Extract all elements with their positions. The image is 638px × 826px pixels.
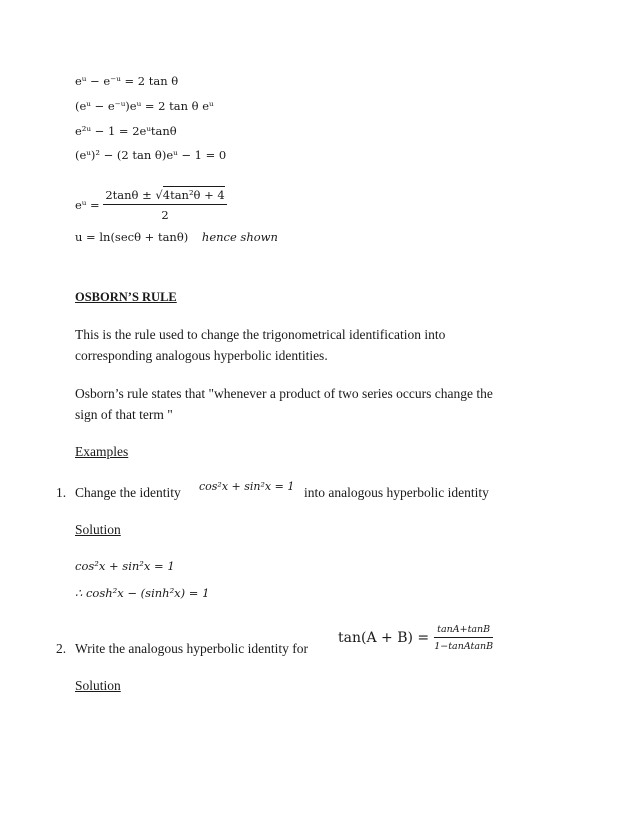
example-1-number: 1. bbox=[56, 485, 67, 500]
examples-label: Examples bbox=[75, 444, 129, 459]
fraction-numerator-radicand: 4tan²θ + 4 bbox=[162, 188, 225, 202]
example-1-solution-line-2: ∴ cosh²x − (sinh²x) = 1 bbox=[75, 586, 210, 600]
hence-shown-note: hence shown bbox=[201, 230, 278, 244]
example-2-denominator: 1−tanAtanB bbox=[434, 641, 494, 652]
example-2-text: Write the analogous hyperbolic identity for bbox=[75, 641, 309, 656]
equation-line-5 bbox=[75, 188, 227, 222]
example-1-text-b: into analogous hyperbolic identity bbox=[304, 485, 489, 500]
example-2-lhs: tan(A + B) = bbox=[338, 630, 430, 646]
example-2-solution-label: Solution bbox=[75, 678, 121, 693]
equation-line-6-formula: u = ln(secθ + tanθ) bbox=[75, 230, 189, 244]
equation-line-5-lhs: eᵘ = bbox=[75, 198, 100, 212]
paragraph-2-line-2: sign of that term " bbox=[75, 407, 173, 422]
fraction-numerator-a: 2tanθ ± √ bbox=[105, 188, 163, 202]
paragraph-1-line-2: corresponding analogous hyperbolic identities. bbox=[75, 348, 328, 363]
example-1-text-a: Change the identity bbox=[75, 485, 181, 500]
example-1-solution-label: Solution bbox=[75, 522, 121, 537]
example-2-number: 2. bbox=[56, 641, 67, 656]
equation-line-1: eᵘ − e⁻ᵘ = 2 tan θ bbox=[75, 74, 179, 88]
example-2-numerator: tanA+tanB bbox=[434, 624, 493, 638]
quadratic-fraction bbox=[103, 188, 226, 222]
section-heading: OSBORN’S RULE bbox=[75, 290, 177, 304]
fraction-denominator: 2 bbox=[161, 208, 169, 222]
equation-line-6 bbox=[75, 230, 278, 244]
example-1-solution-line-1: cos²x + sin²x = 1 bbox=[75, 559, 175, 573]
example-1-identity: cos²x + sin²x = 1 bbox=[199, 480, 295, 493]
paragraph-1-line-1: This is the rule used to change the trigonometrical identification into bbox=[75, 327, 446, 342]
example-2-fraction bbox=[434, 624, 493, 652]
example-2-identity bbox=[338, 624, 493, 652]
equation-line-3: e²ᵘ − 1 = 2eᵘtanθ bbox=[75, 124, 177, 138]
paragraph-2-line-1: Osborn’s rule states that "whenever a product of two series occurs change the bbox=[75, 386, 493, 401]
equation-line-4: (eᵘ)² − (2 tan θ)eᵘ − 1 = 0 bbox=[75, 148, 227, 162]
equation-line-2: (eᵘ − e⁻ᵘ)eᵘ = 2 tan θ eᵘ bbox=[75, 99, 214, 113]
